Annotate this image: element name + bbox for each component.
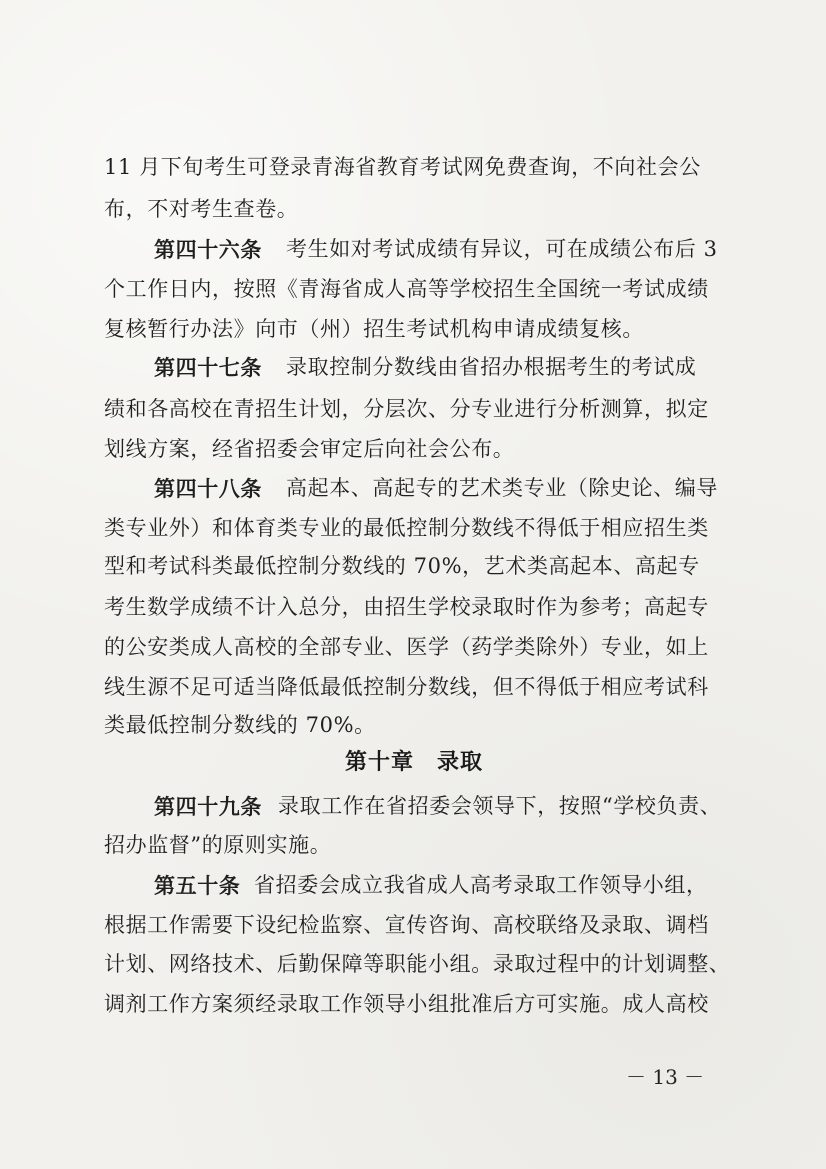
- text-line: 录取工作在省招委会领导下，按照“学校负责、: [278, 794, 722, 818]
- text-line: 招办监督”的原则实施。: [104, 833, 332, 857]
- text-line: 录取控制分数线由省招办根据考生的考试成: [286, 355, 697, 379]
- article-heading: 第五十条: [154, 873, 241, 898]
- text-line: 调剂工作方案须经录取工作领导小组批准后方可实施。成人高校: [104, 992, 709, 1016]
- text-line: 类专业外）和体育类专业的最低控制分数线不得低于相应招生类: [104, 516, 709, 540]
- article-heading: 第四十八条: [154, 476, 262, 501]
- text-line: 计划、网络技术、后勤保障等职能小组。录取过程中的计划调整、: [104, 952, 731, 976]
- text-line: 根据工作需要下设纪检监察、宣传咨询、高校联络及录取、调档: [104, 913, 709, 937]
- page-number: － 13 －: [626, 1065, 705, 1089]
- text-line: 11 月下旬考生可登录青海省教育考试网免费查询，不向社会公: [104, 155, 701, 179]
- text-line: 类最低控制分数线的 70%。: [104, 713, 376, 737]
- article-heading: 第四十六条: [154, 237, 262, 262]
- text-line: 考生数学成绩不计入总分，由招生学校录取时作为参考；高起专: [104, 595, 709, 619]
- article-heading: 第四十九条: [154, 794, 262, 819]
- text-line: 型和考试科类最低控制分数线的 70%，艺术类高起本、高起专: [104, 554, 700, 578]
- text-line: 线生源不足可适当降低最低控制分数线，但不得低于相应考试科: [104, 675, 709, 699]
- text-line: 考生如对考试成绩有异议，可在成绩公布后 3: [286, 237, 718, 261]
- text-line: 省招委会成立我省成人高考录取工作领导小组，: [254, 873, 708, 897]
- article-heading: 第四十七条: [154, 355, 262, 380]
- text-line: 高起本、高起专的艺术类专业（除史论、编导: [286, 476, 718, 500]
- text-line: 布，不对考生查卷。: [104, 197, 299, 221]
- chapter-heading: 第十章 录取: [345, 750, 484, 775]
- text-line: 划线方案，经省招委会审定后向社会公布。: [104, 437, 515, 461]
- text-line: 的公安类成人高校的全部专业、医学（药学类除外）专业，如上: [104, 635, 709, 659]
- text-line: 绩和各高校在青招生计划，分层次、分专业进行分析测算，拟定: [104, 397, 709, 421]
- text-line: 复核暂行办法》向市（州）招生考试机构申请成绩复核。: [104, 317, 644, 341]
- text-line: 个工作日内，按照《青海省成人高等学校招生全国统一考试成绩: [104, 277, 709, 301]
